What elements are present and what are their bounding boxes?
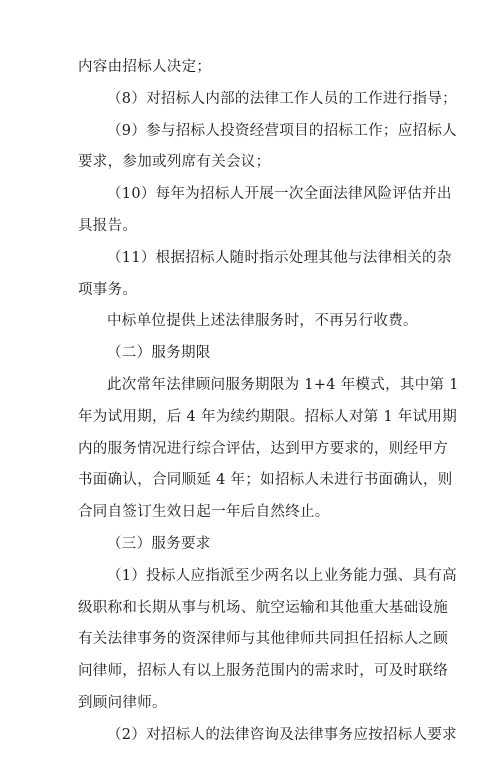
list-item-1: （1）投标人应指派至少两名以上业务能力强、具有高	[107, 567, 457, 584]
text-line: 到顾问律师。	[78, 694, 167, 711]
document-page	[78, 58, 459, 758]
paragraph-start: 此次常年法律顾问服务期限为 1+4 年模式，其中第 1	[107, 376, 459, 393]
list-item-8: （8）对招标人内部的法律工作人员的工作进行指导；	[107, 90, 457, 107]
text-line: 内的服务情况进行综合评估，达到甲方要求的，则经甲方	[78, 440, 448, 457]
list-item-9: （9）参与招标人投资经营项目的招标工作；应招标人	[107, 122, 457, 139]
list-item-2: （2）对招标人的法律咨询及法律事务应按招标人要求	[107, 726, 457, 743]
text-line: 年为试用期，后 4 年为续约期限。招标人对第 1 年试用期	[78, 408, 458, 425]
text-line: 问律师，招标人有以上服务范围内的需求时，可及时联络	[78, 663, 448, 680]
paragraph-start: 中标单位提供上述法律服务时，不再另行收费。	[107, 313, 418, 330]
list-item-11: （11）根据招标人随时指示处理其他与法律相关的杂	[107, 249, 452, 266]
text-line: 有关法律事务的资深律师与其他律师共同担任招标人之顾	[78, 631, 448, 648]
text-line: 合同自签订生效日起一年后自然终止。	[78, 504, 330, 521]
list-item-10: （10）每年为招标人开展一次全面法律风险评估并出	[107, 186, 452, 203]
text-line: 要求，参加或列席有关会议；	[78, 154, 271, 171]
text-line: 级职称和长期从事与机场、航空运输和其他重大基础设施	[78, 599, 448, 616]
section-heading-service-requirements: （三）服务要求	[107, 535, 211, 552]
text-line: 具报告。	[78, 217, 138, 234]
text-line: 项事务。	[78, 281, 138, 298]
text-line: 内容由招标人决定；	[78, 59, 212, 75]
text-line: 书面确认，合同顺延 4 年；如招标人未进行书面确认，则	[78, 472, 453, 489]
section-heading-service-period: （二）服务期限	[107, 345, 211, 362]
